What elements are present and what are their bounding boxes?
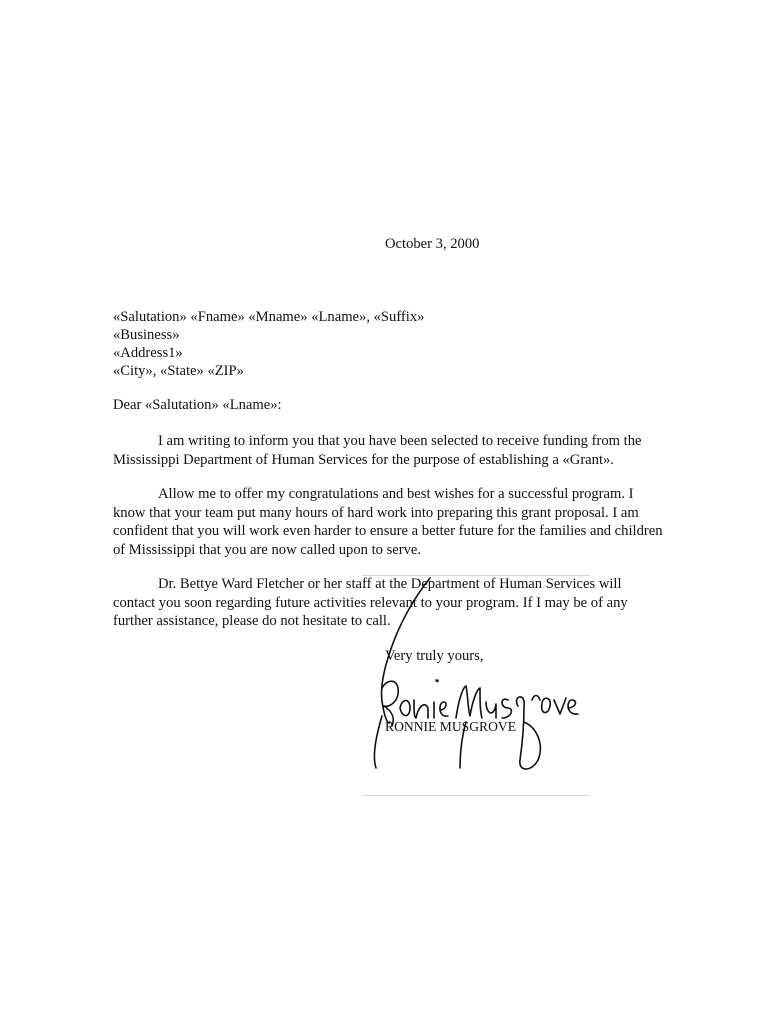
handwritten-signature	[362, 576, 590, 796]
address-line-city-state-zip: «City», «State» «ZIP»	[113, 363, 244, 379]
paragraph-text: Dr. Bettye Ward Fletcher or her staff at the Department of Human Services will contact you soon regarding future activities relevant to your program. If I may be of any further assistance, please do not hesitate to call.	[113, 576, 628, 629]
body-paragraph-1	[113, 432, 663, 469]
letter-closing: Very truly yours,	[385, 648, 484, 664]
address-line-name: «Salutation» «Fname» «Mname» «Lname», «Suffix»	[113, 309, 425, 325]
recipient-address-block	[113, 308, 424, 380]
paragraph-text: Allow me to offer my congratulations and best wishes for a successful program. I know that your team put many hours of hard work into preparing this grant proposal. I am confident that you will work even harder to ensure a better future for the families and children of Mississippi that you are now called upon to serve.	[113, 486, 663, 558]
signer-name: RONNIE MUSGROVE	[385, 719, 517, 734]
letter-salutation: Dear «Salutation» «Lname»:	[113, 397, 282, 413]
address-line-business: «Business»	[113, 327, 180, 343]
paragraph-text: I am writing to inform you that you have been selected to receive funding from the Mississippi Department of Human Services for the purpose of establishing a «Grant».	[113, 433, 642, 468]
address-line-street: «Address1»	[113, 345, 183, 361]
body-paragraph-2	[113, 485, 663, 559]
letter-date: October 3, 2000	[385, 236, 480, 252]
